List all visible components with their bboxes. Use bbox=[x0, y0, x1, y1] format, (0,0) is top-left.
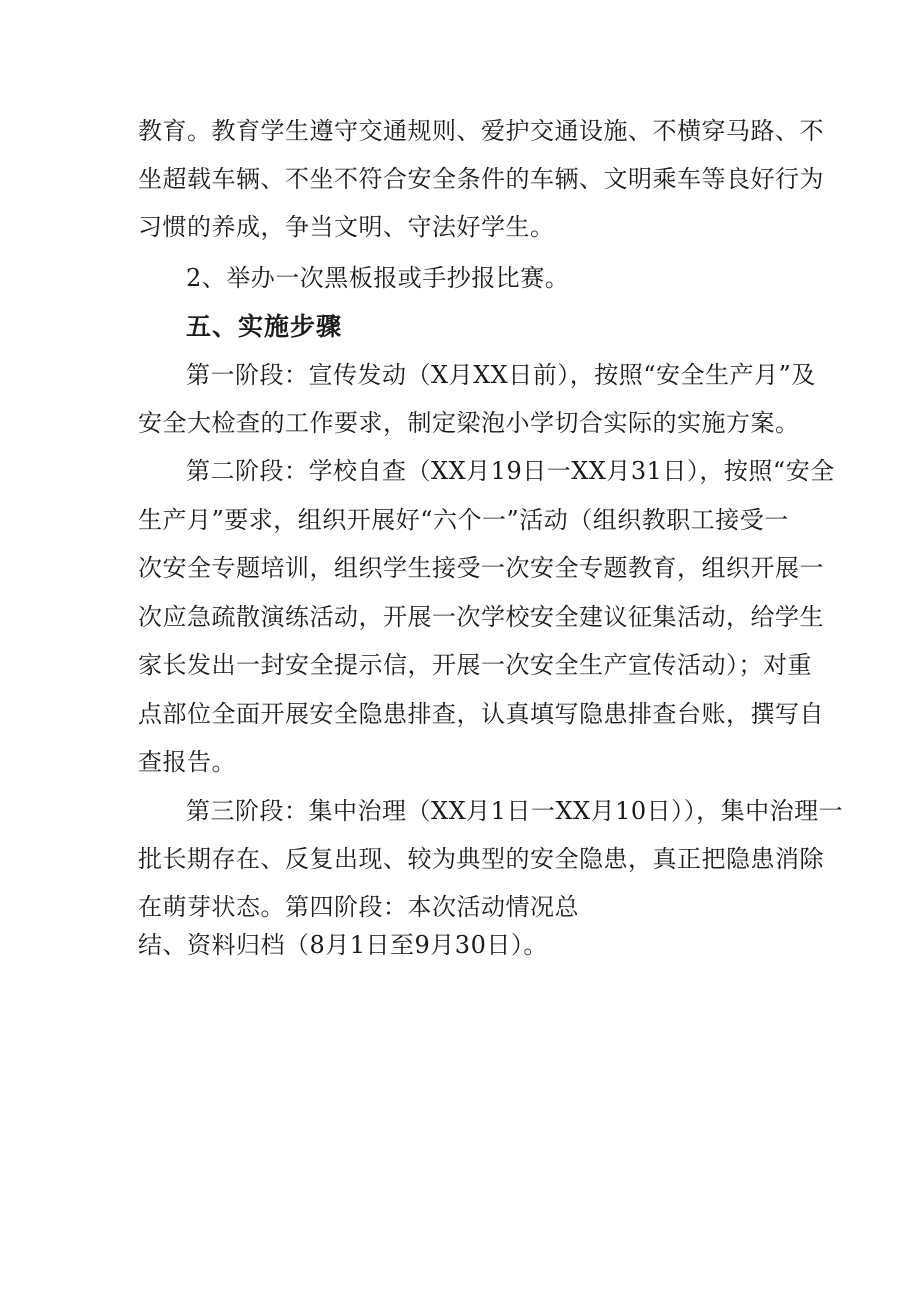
paragraph-line: 点部位全面开展安全隐患排查，认真填写隐患排查台账，撰写自 bbox=[138, 700, 824, 728]
paragraph-line: 第三阶段：集中治理（XX月1日一XX月10日）），集中治理一 bbox=[186, 797, 844, 825]
paragraph-line: 习惯的养成，争当文明、守法好学生。 bbox=[138, 213, 555, 241]
paragraph-line: 坐超载车辆、不坐不符合安全条件的车辆、文明乘车等良好行为 bbox=[138, 165, 824, 193]
paragraph-line: 查报告。 bbox=[138, 748, 236, 776]
paragraph-line: 家长发出一封安全提示信，开展一次安全生产宣传活动）；对重 bbox=[138, 651, 812, 679]
section-heading: 五、实施步骤 bbox=[186, 312, 343, 341]
paragraph-line: 批长期存在、反复出现、较为典型的安全隐患，真正把隐患消除 bbox=[138, 845, 824, 873]
paragraph-line: 在萌芽状态。第四阶段：本次活动情况总 bbox=[138, 893, 579, 921]
paragraph-line: 第一阶段：宣传发动（X月XX日前），按照“安全生产月”及 bbox=[186, 361, 816, 389]
paragraph-line: 生产月”要求，组织开展好“六个一”活动（组织教职工接受一 bbox=[138, 506, 789, 534]
paragraph-line: 安全大检查的工作要求，制定梁泡小学切合实际的实施方案。 bbox=[138, 409, 800, 437]
paragraph-line: 教育。教育学生遵守交通规则、爱护交通设施、不横穿马路、不 bbox=[138, 117, 824, 145]
paragraph-line: 次安全专题培训，组织学生接受一次安全专题教育，组织开展一 bbox=[138, 554, 824, 582]
paragraph-line: 次应急疏散演练活动，开展一次学校安全建议征集活动，给学生 bbox=[138, 603, 824, 631]
paragraph-line: 第二阶段：学校自查（XX月19日一XX月31日），按照“安全 bbox=[186, 457, 835, 485]
paragraph-line: 2、举办一次黑板报或手抄报比赛。 bbox=[186, 264, 570, 292]
paragraph-line: 结、资料归档（8月1日至9月30日）。 bbox=[138, 931, 548, 959]
